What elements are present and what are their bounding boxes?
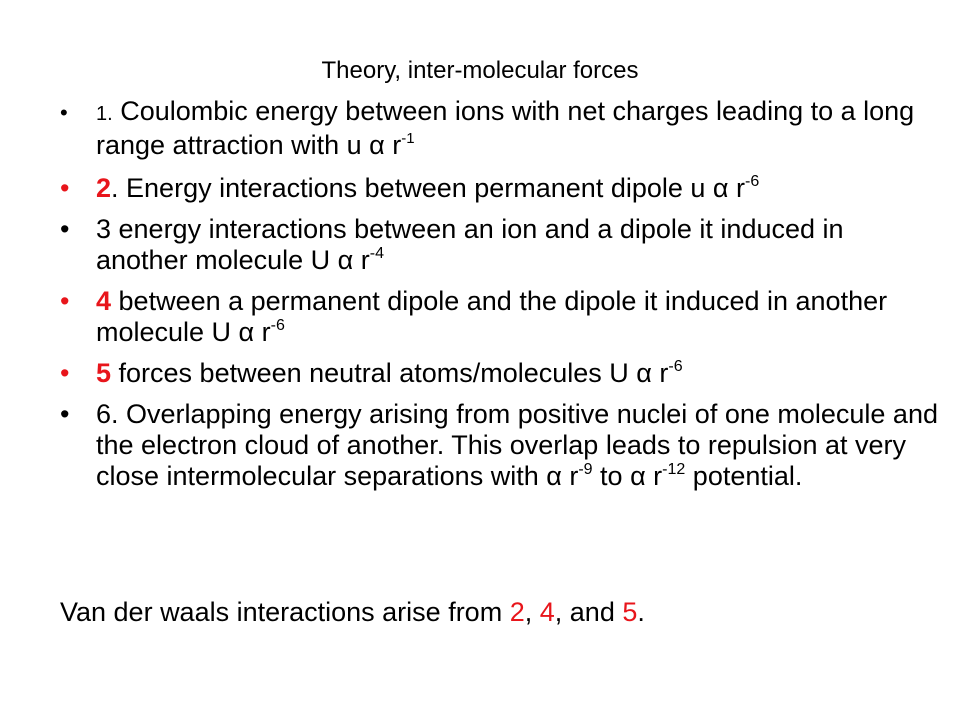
item-text: forces between neutral atoms/molecules U α r	[111, 358, 669, 388]
item-exponent: -6	[745, 173, 760, 190]
summary-separator: ,	[524, 597, 540, 627]
item-exponent-2: -12	[662, 461, 686, 478]
item-text: . Energy interactions between permanent dipole u α r	[111, 173, 746, 203]
summary-ref-5: 5	[622, 597, 638, 627]
list-item-6	[60, 399, 940, 492]
bullet-icon: •	[60, 100, 68, 125]
item-text-continued: to α r	[592, 461, 663, 491]
summary-ref-2: 2	[509, 597, 525, 627]
item-exponent: -9	[578, 461, 593, 478]
item-exponent: -4	[369, 245, 384, 262]
item-exponent: -1	[401, 130, 415, 147]
bullet-icon: •	[60, 214, 70, 244]
bullet-list	[60, 96, 940, 502]
slide-title: Theory, inter-molecular forces	[321, 57, 639, 84]
item-text: Coulombic energy between ions with net charges leading to a long range attraction with u α r	[96, 96, 915, 160]
item-text: 6. Overlapping energy arising from positive nuclei of one molecule and the electron cloud of another. This overlap leads to repulsion at very close intermolecular separations with α r	[96, 399, 938, 491]
item-number: 2	[96, 173, 112, 203]
summary-suffix: .	[637, 597, 645, 627]
list-item-1	[60, 96, 940, 161]
list-item-5	[60, 358, 940, 389]
summary-line	[60, 596, 645, 628]
list-item-3	[60, 214, 940, 276]
item-number: 5	[96, 358, 112, 388]
summary-separator: , and	[554, 597, 623, 627]
bullet-icon: •	[60, 286, 70, 316]
item-number: 4	[96, 286, 112, 316]
item-number: 1.	[96, 103, 113, 125]
summary-prefix: Van der waals interactions arise from	[60, 597, 510, 627]
bullet-icon: •	[60, 358, 70, 388]
item-text: between a permanent dipole and the dipole it induced in another molecule U α r	[96, 286, 888, 347]
summary-ref-4: 4	[539, 597, 555, 627]
list-item-2	[60, 173, 940, 204]
bullet-icon: •	[60, 173, 70, 203]
item-exponent: -6	[270, 317, 285, 334]
item-exponent: -6	[668, 358, 683, 375]
item-text-end: potential.	[685, 461, 803, 491]
bullet-icon: •	[60, 399, 70, 429]
list-item-4	[60, 286, 940, 348]
item-text: 3 energy interactions between an ion and a dipole it induced in another molecule U α r	[96, 214, 844, 275]
